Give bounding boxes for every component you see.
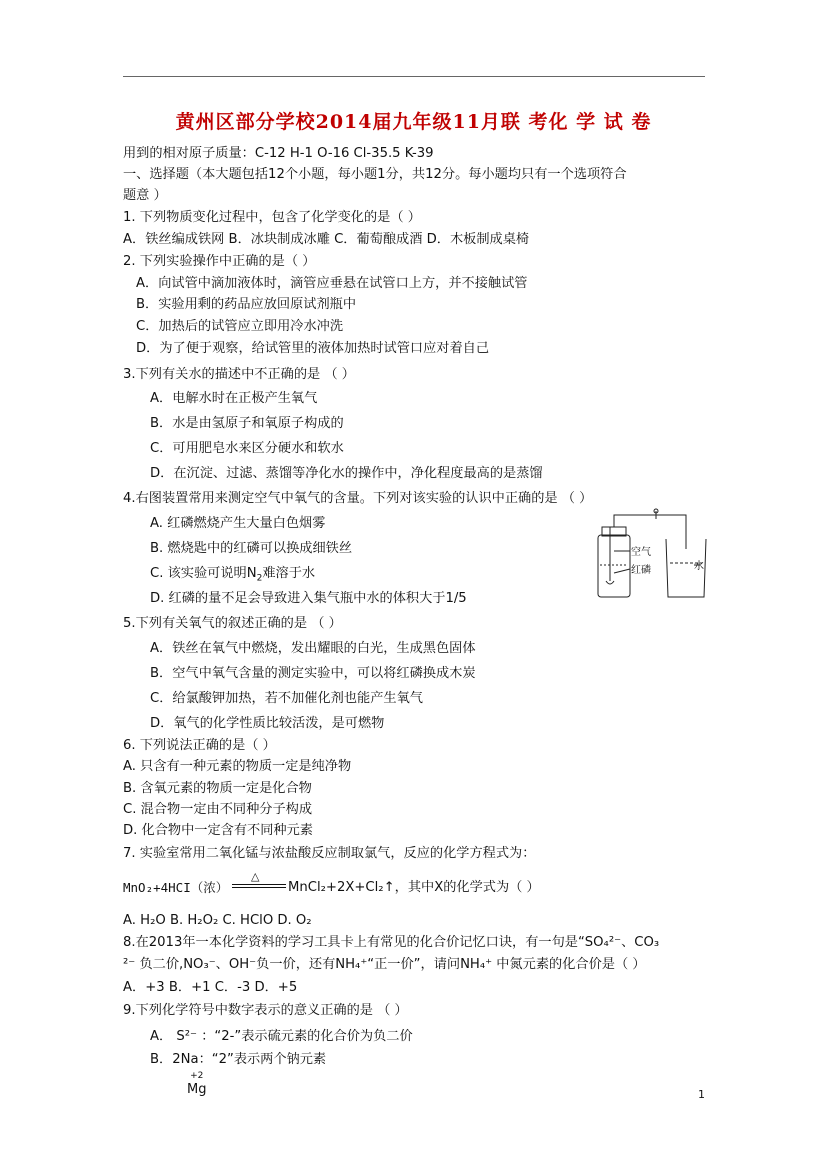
q9-option-c-symbol [187, 1070, 206, 1096]
q2-stem: 2. 下列实验操作中正确的是（ ） [123, 254, 316, 269]
q5-option-d: D．氧气的化学性质比较活泼，是可燃物 [150, 716, 385, 731]
q6-stem: 6. 下列说法正确的是（ ） [123, 738, 276, 753]
q8-options: A．+3 B．+1 C．-3 D．+5 [123, 980, 298, 995]
page-number: 1 [698, 1088, 705, 1101]
q6-option-a: A. 只含有一种元素的物质一定是纯净物 [123, 759, 352, 774]
q2-option-c: C．加热后的试管应立即用冷水冲洗 [136, 319, 344, 334]
q9-option-b: B．2Na：“2”表示两个钠元素 [150, 1052, 327, 1067]
q5-stem: 5.下列有关氧气的叙述正确的是 （ ） [123, 616, 342, 631]
figure-label-water: 水 [694, 561, 704, 572]
section1-heading: 一、选择题（本大题包括12个小题，每小题1分，共12分。每小题均只有一个选项符合 [123, 167, 627, 182]
magnesium-symbol: Mg [187, 1082, 207, 1097]
q7-options: A. H₂O B. H₂O₂ C. HClO D. O₂ [123, 913, 312, 928]
q8-stem-line1: 8.在2013年一本化学资料的学习工具卡上有常见的化合价记忆口诀，有一句是“SO₄²⁻、CO₃ [123, 935, 660, 950]
q4-stem: 4.右图装置常用来测定空气中氧气的含量。下列对该实验的认识中正确的是 （ ） [123, 491, 593, 506]
q4-option-c-post: 难溶于水 [262, 566, 316, 581]
q8-stem-line2: ²⁻ 负二价,NO₃⁻、OH⁻负一价，还有NH₄⁺“正一价”，请问NH₄⁺ 中氮元素的化合价是（ ） [123, 957, 646, 972]
q7-equation-right: MnCl₂+2X+Cl₂↑，其中X的化学式为（ ） [288, 880, 540, 895]
q4-option-c-sub: 2 [256, 573, 263, 584]
q9-stem: 9.下列化学符号中数字表示的意义正确的是 （ ） [123, 1003, 408, 1018]
q1-stem: 1. 下列物质变化过程中，包含了化学变化的是（ ） [123, 210, 421, 225]
atomic-mass-line: 用到的相对原子质量：C-12 H-1 O-16 Cl-35.5 K-39 [123, 146, 434, 161]
figure-label-phosphorus: 红磷 [631, 565, 651, 576]
q6-option-b: B. 含氧元素的物质一定是化合物 [123, 781, 312, 796]
q5-option-a: A．铁丝在氧气中燃烧，发出耀眼的白光，生成黑色固体 [150, 641, 476, 656]
q6-option-d: D. 化合物中一定含有不同种元素 [123, 823, 313, 838]
q3-option-c: C．可用肥皂水来区分硬水和软水 [150, 441, 344, 456]
q4-option-c [150, 566, 315, 582]
section1-heading-cont: 题意 ） [123, 188, 167, 203]
figure-label-air: 空气 [631, 547, 651, 558]
q3-option-b: B．水是由氢原子和氧原子构成的 [150, 416, 344, 431]
q2-option-d: D．为了便于观察，给试管里的液体加热时试管口应对着自己 [136, 341, 490, 356]
oxygen-apparatus-figure [590, 505, 710, 600]
q2-option-a: A．向试管中滴加液体时，滴管应垂悬在试管口上方，并不接触试管 [136, 276, 528, 291]
q7-equation-left: MnO₂+4HCI（浓） [123, 880, 229, 895]
q4-option-a: A. 红磷燃烧产生大量白色烟雾 [150, 516, 326, 531]
q9-option-a: A． S²⁻ ：“2-”表示硫元素的化合价为负二价 [150, 1029, 413, 1044]
q5-option-b: B．空气中氧气含量的测定实验中，可以将红磷换成木炭 [150, 666, 476, 681]
q2-option-b: B．实验用剩的药品应放回原试剂瓶中 [136, 297, 357, 312]
header-rule [123, 76, 705, 77]
q6-option-c: C. 混合物一定由不同种分子构成 [123, 802, 313, 817]
q7-stem: 7. 实验室常用二氧化锰与浓盐酸反应制取氯气，反应的化学方程式为： [123, 846, 536, 861]
magnesium-charge: +2 [190, 1071, 204, 1081]
q3-option-d: D．在沉淀、过滤、蒸馏等净化水的操作中，净化程度最高的是蒸馏 [150, 466, 543, 481]
q7-equation-arrow [232, 870, 286, 891]
q4-option-b: B. 燃烧匙中的红磷可以换成细铁丝 [150, 541, 353, 556]
q5-option-c: C．给氯酸钾加热，若不加催化剂也能产生氧气 [150, 691, 423, 706]
q3-stem: 3.下列有关水的描述中不正确的是 （ ） [123, 367, 355, 382]
q4-option-d: D. 红磷的量不足会导致进入集气瓶中水的体积大于1/5 [150, 591, 467, 606]
q3-option-a: A．电解水时在正极产生氧气 [150, 391, 318, 406]
heat-delta-symbol: △ [251, 870, 260, 883]
exam-title: 黄州区部分学校2014届九年级11月联 考化 学 试 卷 [175, 111, 652, 133]
q1-options: A．铁丝编成铁网 B．冰块制成冰雕 C．葡萄酿成酒 D．木板制成桌椅 [123, 232, 530, 247]
q4-option-c-pre: C. 该实验可说明N [150, 566, 257, 581]
